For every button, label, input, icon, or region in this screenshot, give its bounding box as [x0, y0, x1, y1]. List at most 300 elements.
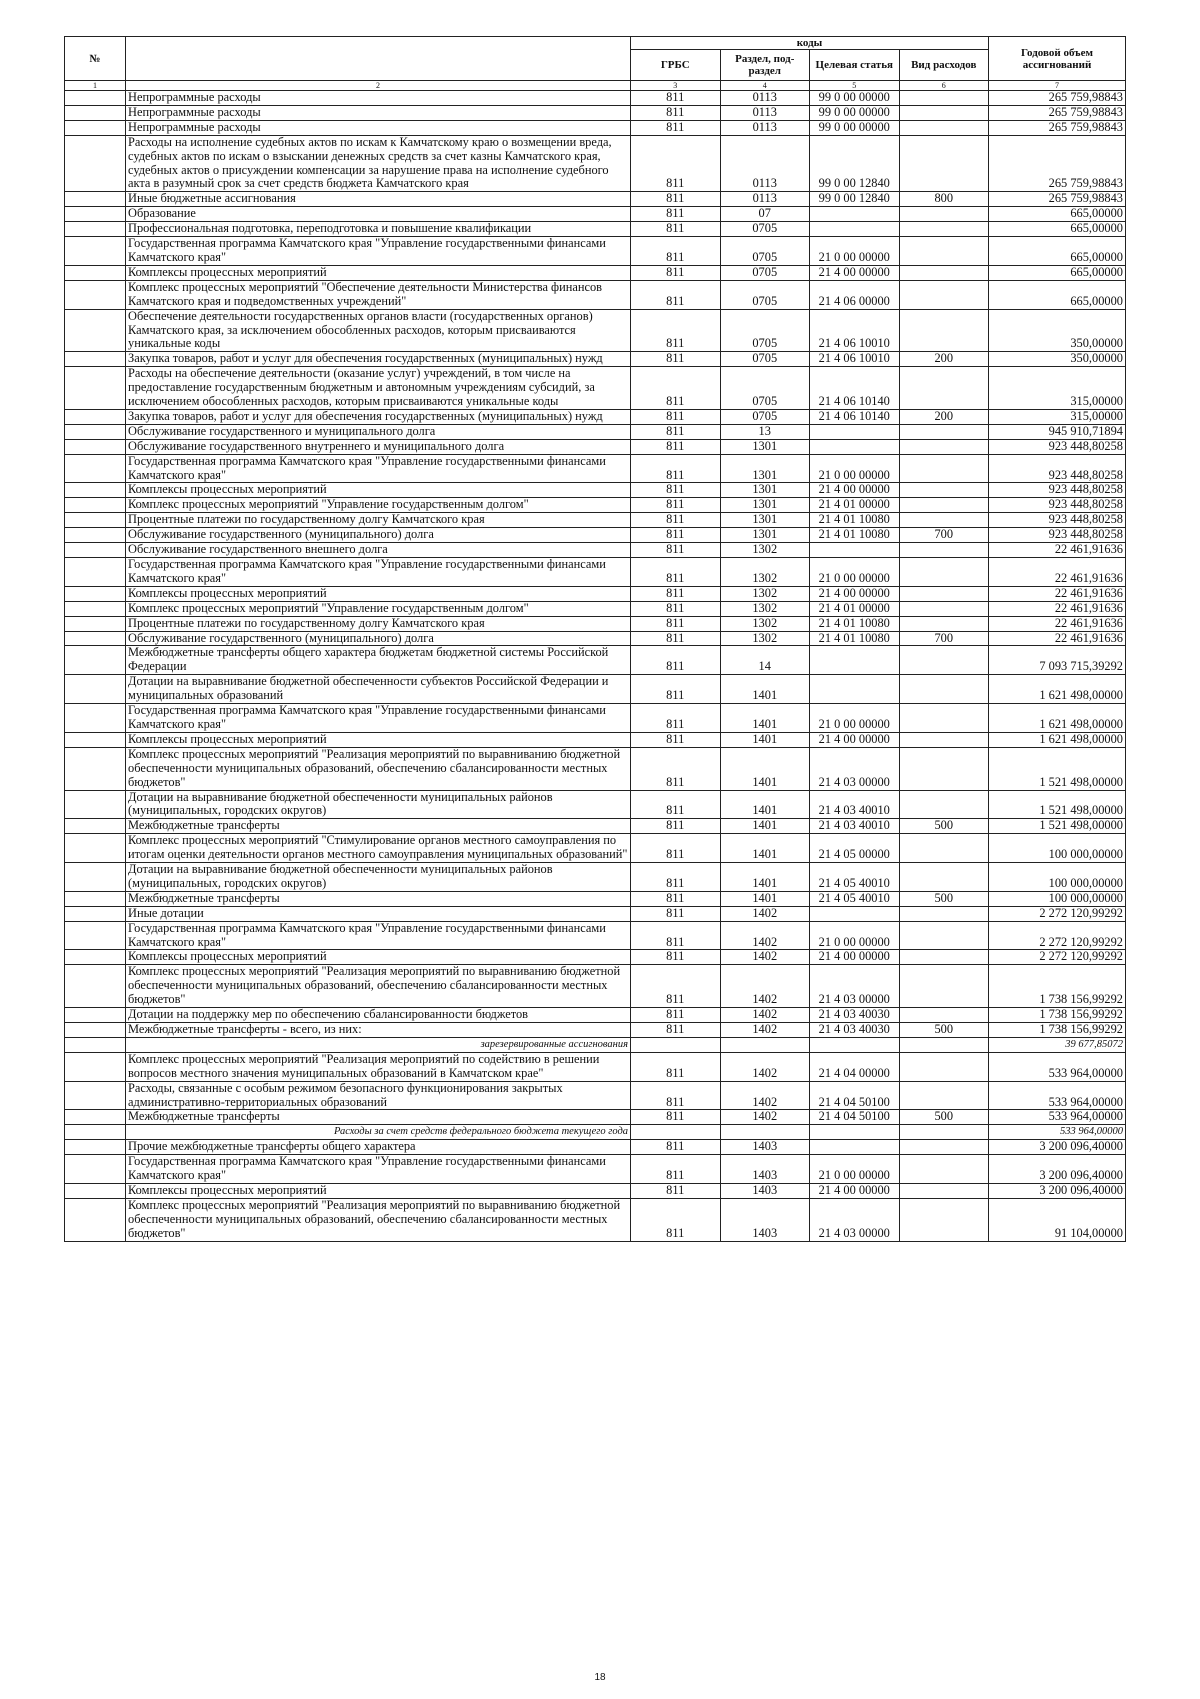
target-article-cell: 21 4 05 40010: [810, 891, 900, 906]
expense-name-cell: Комплекс процессных мероприятий "Управление государственным долгом": [126, 601, 631, 616]
annual-sum-cell: 350,00000: [989, 352, 1126, 367]
razdel-cell: [720, 1037, 810, 1052]
grbs-cell: [631, 1037, 721, 1052]
row-number-cell: [65, 732, 126, 747]
table-row: [65, 586, 1126, 601]
target-article-cell: [810, 222, 900, 237]
razdel-cell: 1301: [720, 483, 810, 498]
grbs-cell: 811: [631, 192, 721, 207]
target-article-cell: 21 0 00 00000: [810, 921, 900, 950]
annual-sum-cell: 923 448,80258: [989, 498, 1126, 513]
target-article-cell: 21 4 04 00000: [810, 1052, 900, 1081]
row-number-cell: [65, 965, 126, 1008]
table-row: [65, 454, 1126, 483]
grbs-cell: 811: [631, 222, 721, 237]
razdel-cell: 1401: [720, 891, 810, 906]
annual-sum-cell: 665,00000: [989, 265, 1126, 280]
annual-sum-cell: 665,00000: [989, 222, 1126, 237]
expense-name-cell: Государственная программа Камчатского края "Управление государственными финансами Камчатского края": [126, 704, 631, 733]
razdel-cell: 0113: [720, 120, 810, 135]
razdel-cell: 0113: [720, 192, 810, 207]
expense-type-cell: 500: [899, 819, 989, 834]
target-article-cell: 99 0 00 00000: [810, 105, 900, 120]
grbs-cell: 811: [631, 1081, 721, 1110]
expense-type-cell: [899, 222, 989, 237]
row-number-cell: [65, 790, 126, 819]
target-article-cell: [810, 424, 900, 439]
grbs-cell: 811: [631, 790, 721, 819]
razdel-cell: 1301: [720, 528, 810, 543]
expense-type-cell: [899, 91, 989, 106]
table-row: [65, 439, 1126, 454]
expense-name-cell: Обслуживание государственного внешнего долга: [126, 543, 631, 558]
expense-name-cell: Государственная программа Камчатского края "Управление государственными финансами Камчатского края": [126, 921, 631, 950]
razdel-cell: 1402: [720, 1110, 810, 1125]
annual-sum-cell: 2 272 120,99292: [989, 950, 1126, 965]
table-row: [65, 237, 1126, 266]
annual-sum-cell: 1 621 498,00000: [989, 675, 1126, 704]
expense-name-cell: Комплексы процессных мероприятий: [126, 586, 631, 601]
row-number-cell: [65, 222, 126, 237]
razdel-cell: 1401: [720, 790, 810, 819]
annual-sum-cell: 945 910,71894: [989, 424, 1126, 439]
expense-name-cell: Комплексы процессных мероприятий: [126, 483, 631, 498]
row-number-cell: [65, 192, 126, 207]
annual-sum-cell: 533 964,00000: [989, 1052, 1126, 1081]
table-row: [65, 790, 1126, 819]
row-number-cell: [65, 498, 126, 513]
grbs-cell: 811: [631, 237, 721, 266]
annual-sum-cell: 533 964,00000: [989, 1081, 1126, 1110]
table-row: [65, 528, 1126, 543]
target-article-cell: 21 4 03 40030: [810, 1008, 900, 1023]
expense-type-cell: [899, 965, 989, 1008]
target-article-cell: [810, 906, 900, 921]
razdel-cell: 0705: [720, 237, 810, 266]
razdel-cell: 1302: [720, 586, 810, 601]
grbs-cell: 811: [631, 558, 721, 587]
header-name: [126, 37, 631, 81]
razdel-cell: 1402: [720, 1052, 810, 1081]
razdel-cell: 0705: [720, 280, 810, 309]
grbs-cell: 811: [631, 1183, 721, 1198]
row-number-cell: [65, 819, 126, 834]
row-number-cell: [65, 558, 126, 587]
table-row: [65, 616, 1126, 631]
expense-type-cell: [899, 543, 989, 558]
grbs-cell: 811: [631, 1110, 721, 1125]
annual-sum-cell: 665,00000: [989, 237, 1126, 266]
budget-table-page: [64, 36, 1126, 1242]
table-row: [65, 1110, 1126, 1125]
annual-sum-cell: 923 448,80258: [989, 513, 1126, 528]
razdel-cell: 0113: [720, 105, 810, 120]
razdel-cell: 13: [720, 424, 810, 439]
annual-sum-cell: 265 759,98843: [989, 120, 1126, 135]
annual-sum-cell: 39 677,85072: [989, 1037, 1126, 1052]
razdel-cell: 1401: [720, 747, 810, 790]
table-row: [65, 950, 1126, 965]
expense-type-cell: [899, 207, 989, 222]
target-article-cell: 21 4 03 40030: [810, 1023, 900, 1038]
annual-sum-cell: 22 461,91636: [989, 558, 1126, 587]
expense-name-cell: Дотации на поддержку мер по обеспечению сбалансированности бюджетов: [126, 1008, 631, 1023]
table-row: [65, 309, 1126, 352]
table-row: [65, 409, 1126, 424]
grbs-cell: 811: [631, 105, 721, 120]
expense-name-cell: Комплекс процессных мероприятий "Реализация мероприятий по содействию в решении вопросов местного значения муниципальных образований в Камчатском крае": [126, 1052, 631, 1081]
expense-name-cell: Комплекс процессных мероприятий "Стимулирование органов местного самоуправления по итогам оценки деятельности органов местного самоуправления муниципальных образований": [126, 834, 631, 863]
target-article-cell: 21 4 04 50100: [810, 1110, 900, 1125]
razdel-cell: 0113: [720, 135, 810, 192]
expense-type-cell: [899, 704, 989, 733]
table-row: [65, 631, 1126, 646]
expense-type-cell: [899, 1198, 989, 1241]
row-number-cell: [65, 135, 126, 192]
table-row: [65, 732, 1126, 747]
expense-type-cell: [899, 1125, 989, 1140]
annual-sum-cell: 1 521 498,00000: [989, 747, 1126, 790]
expense-name-cell: Образование: [126, 207, 631, 222]
grbs-cell: 811: [631, 352, 721, 367]
target-article-cell: [810, 675, 900, 704]
table-row: [65, 207, 1126, 222]
table-row: [65, 1008, 1126, 1023]
header-number: №: [65, 37, 126, 81]
razdel-cell: 1402: [720, 921, 810, 950]
grbs-cell: 811: [631, 528, 721, 543]
target-article-cell: 21 4 00 00000: [810, 586, 900, 601]
target-article-cell: 21 0 00 00000: [810, 237, 900, 266]
expense-type-cell: [899, 586, 989, 601]
table-row: [65, 483, 1126, 498]
target-article-cell: 21 4 01 10080: [810, 616, 900, 631]
expense-type-cell: [899, 558, 989, 587]
grbs-cell: 811: [631, 921, 721, 950]
expense-type-cell: 700: [899, 631, 989, 646]
expense-name-cell: Государственная программа Камчатского края "Управление государственными финансами Камчатского края": [126, 558, 631, 587]
expense-name-cell: Расходы на исполнение судебных актов по искам к Камчатскому краю о возмещении вреда, судебных актов по искам о взыскании денежных средств за счет казны Камчатского края, судебных актов о присуждении компенсации за нарушение права на исполнение судебного акта в разумный срок за счет средств бюджета Камчатского края: [126, 135, 631, 192]
grbs-cell: 811: [631, 834, 721, 863]
row-number-cell: [65, 105, 126, 120]
expense-type-cell: [899, 921, 989, 950]
table-row: [65, 675, 1126, 704]
expense-type-cell: [899, 747, 989, 790]
grbs-cell: 811: [631, 950, 721, 965]
row-number-cell: [65, 1110, 126, 1125]
razdel-cell: 0705: [720, 309, 810, 352]
expense-name-cell: Расходы за счет средств федерального бюджета текущего года: [126, 1125, 631, 1140]
expense-type-cell: [899, 105, 989, 120]
expense-name-cell: Обслуживание государственного внутреннего и муниципального долга: [126, 439, 631, 454]
expense-type-cell: [899, 483, 989, 498]
annual-sum-cell: 265 759,98843: [989, 91, 1126, 106]
target-article-cell: 21 4 05 40010: [810, 863, 900, 892]
annual-sum-cell: 3 200 096,40000: [989, 1183, 1126, 1198]
target-article-cell: 21 4 01 10080: [810, 513, 900, 528]
annual-sum-cell: 665,00000: [989, 207, 1126, 222]
table-row: [65, 352, 1126, 367]
row-number-cell: [65, 921, 126, 950]
table-row: [65, 558, 1126, 587]
expense-type-cell: [899, 1155, 989, 1184]
table-row: [65, 834, 1126, 863]
target-article-cell: [810, 1125, 900, 1140]
grbs-cell: 811: [631, 409, 721, 424]
annual-sum-cell: 265 759,98843: [989, 192, 1126, 207]
expense-type-cell: 700: [899, 528, 989, 543]
expense-name-cell: Межбюджетные трансферты: [126, 1110, 631, 1125]
table-row: [65, 367, 1126, 410]
expense-name-cell: Комплекс процессных мероприятий "Реализация мероприятий по выравниванию бюджетной обеспеченности муниципальных образований, обеспечению сбалансированности местных бюджетов": [126, 1198, 631, 1241]
grbs-cell: 811: [631, 439, 721, 454]
grbs-cell: 811: [631, 543, 721, 558]
razdel-cell: 1403: [720, 1155, 810, 1184]
grbs-cell: 811: [631, 586, 721, 601]
grbs-cell: 811: [631, 863, 721, 892]
expense-type-cell: [899, 646, 989, 675]
expense-name-cell: зарезервированные ассигнования: [126, 1037, 631, 1052]
row-number-cell: [65, 863, 126, 892]
target-article-cell: 21 0 00 00000: [810, 558, 900, 587]
expense-name-cell: Дотации на выравнивание бюджетной обеспеченности муниципальных районов (муниципальных, городских округов): [126, 790, 631, 819]
annual-sum-cell: 1 521 498,00000: [989, 790, 1126, 819]
expense-name-cell: Обслуживание государственного и муниципального долга: [126, 424, 631, 439]
target-article-cell: 21 4 03 00000: [810, 965, 900, 1008]
expense-name-cell: Расходы, связанные с особым режимом безопасного функционирования закрытых административно-территориальных образований: [126, 1081, 631, 1110]
razdel-cell: 1402: [720, 1081, 810, 1110]
razdel-cell: 1302: [720, 616, 810, 631]
target-article-cell: 21 4 03 40010: [810, 819, 900, 834]
expense-type-cell: [899, 863, 989, 892]
expense-type-cell: [899, 120, 989, 135]
grbs-cell: 811: [631, 91, 721, 106]
grbs-cell: 811: [631, 747, 721, 790]
row-number-cell: [65, 439, 126, 454]
table-row: [65, 513, 1126, 528]
grbs-cell: 811: [631, 965, 721, 1008]
razdel-cell: [720, 1125, 810, 1140]
razdel-cell: 1302: [720, 601, 810, 616]
table-row: [65, 135, 1126, 192]
grbs-cell: 811: [631, 616, 721, 631]
target-article-cell: 99 0 00 00000: [810, 91, 900, 106]
annual-sum-cell: 3 200 096,40000: [989, 1155, 1126, 1184]
col-num-3: 3: [631, 81, 721, 91]
annual-sum-cell: 91 104,00000: [989, 1198, 1126, 1241]
target-article-cell: [810, 207, 900, 222]
expense-name-cell: Иные дотации: [126, 906, 631, 921]
target-article-cell: 21 4 06 10140: [810, 409, 900, 424]
expense-name-cell: Межбюджетные трансферты: [126, 819, 631, 834]
annual-sum-cell: 1 738 156,99292: [989, 1023, 1126, 1038]
grbs-cell: 811: [631, 704, 721, 733]
table-row: [65, 704, 1126, 733]
row-number-cell: [65, 237, 126, 266]
table-row: [65, 863, 1126, 892]
row-number-cell: [65, 543, 126, 558]
target-article-cell: 21 4 06 00000: [810, 280, 900, 309]
grbs-cell: 811: [631, 732, 721, 747]
target-article-cell: 21 4 03 00000: [810, 1198, 900, 1241]
row-number-cell: [65, 1155, 126, 1184]
grbs-cell: 811: [631, 1023, 721, 1038]
target-article-cell: 21 0 00 00000: [810, 704, 900, 733]
expense-type-cell: 200: [899, 352, 989, 367]
expense-name-cell: Закупка товаров, работ и услуг для обеспечения государственных (муниципальных) нужд: [126, 352, 631, 367]
grbs-cell: 811: [631, 1008, 721, 1023]
row-number-cell: [65, 891, 126, 906]
row-number-cell: [65, 120, 126, 135]
col-num-4: 4: [720, 81, 810, 91]
expense-name-cell: Комплексы процессных мероприятий: [126, 950, 631, 965]
grbs-cell: 811: [631, 646, 721, 675]
target-article-cell: 99 0 00 12840: [810, 135, 900, 192]
razdel-cell: 1302: [720, 558, 810, 587]
header-annual-sum: Годовой объем ассигнований: [989, 37, 1126, 81]
razdel-cell: 14: [720, 646, 810, 675]
table-row: [65, 192, 1126, 207]
header-razdel: Раздел, под-раздел: [720, 50, 810, 81]
grbs-cell: [631, 1125, 721, 1140]
col-num-2: 2: [126, 81, 631, 91]
annual-sum-cell: 265 759,98843: [989, 105, 1126, 120]
expense-type-cell: [899, 906, 989, 921]
razdel-cell: 1401: [720, 675, 810, 704]
col-num-1: 1: [65, 81, 126, 91]
table-row: [65, 1052, 1126, 1081]
expense-type-cell: [899, 513, 989, 528]
annual-sum-cell: 923 448,80258: [989, 483, 1126, 498]
col-num-5: 5: [810, 81, 900, 91]
row-number-cell: [65, 646, 126, 675]
grbs-cell: 811: [631, 309, 721, 352]
annual-sum-cell: 7 093 715,39292: [989, 646, 1126, 675]
expense-name-cell: Комплексы процессных мероприятий: [126, 1183, 631, 1198]
table-row: [65, 1140, 1126, 1155]
row-number-cell: [65, 601, 126, 616]
annual-sum-cell: 533 964,00000: [989, 1110, 1126, 1125]
razdel-cell: 1401: [720, 834, 810, 863]
row-number-cell: [65, 352, 126, 367]
grbs-cell: 811: [631, 454, 721, 483]
row-number-cell: [65, 91, 126, 106]
expense-type-cell: 200: [899, 409, 989, 424]
header-expense-type: Вид расходов: [899, 50, 989, 81]
table-row: [65, 1081, 1126, 1110]
razdel-cell: 1401: [720, 732, 810, 747]
row-number-cell: [65, 513, 126, 528]
annual-sum-cell: 1 738 156,99292: [989, 1008, 1126, 1023]
razdel-cell: 1403: [720, 1140, 810, 1155]
grbs-cell: 811: [631, 367, 721, 410]
table-row: [65, 1183, 1126, 1198]
row-number-cell: [65, 1008, 126, 1023]
annual-sum-cell: 100 000,00000: [989, 891, 1126, 906]
expense-type-cell: [899, 280, 989, 309]
expense-type-cell: 500: [899, 1110, 989, 1125]
razdel-cell: 1402: [720, 1008, 810, 1023]
table-note-row: [65, 1037, 1126, 1052]
expense-type-cell: [899, 790, 989, 819]
expense-type-cell: [899, 135, 989, 192]
expense-type-cell: [899, 309, 989, 352]
expense-name-cell: Обслуживание государственного (муниципального) долга: [126, 631, 631, 646]
target-article-cell: 21 4 03 40010: [810, 790, 900, 819]
target-article-cell: 21 4 01 10080: [810, 631, 900, 646]
table-row: [65, 747, 1126, 790]
row-number-cell: [65, 280, 126, 309]
target-article-cell: 99 0 00 00000: [810, 120, 900, 135]
row-number-cell: [65, 454, 126, 483]
column-numbers-row: [65, 81, 1126, 91]
expense-type-cell: 800: [899, 192, 989, 207]
table-row: [65, 105, 1126, 120]
grbs-cell: 811: [631, 1140, 721, 1155]
annual-sum-cell: 22 461,91636: [989, 543, 1126, 558]
annual-sum-cell: 2 272 120,99292: [989, 906, 1126, 921]
grbs-cell: 811: [631, 819, 721, 834]
expense-type-cell: [899, 834, 989, 863]
target-article-cell: 21 4 06 10140: [810, 367, 900, 410]
grbs-cell: 811: [631, 135, 721, 192]
target-article-cell: [810, 543, 900, 558]
grbs-cell: 811: [631, 265, 721, 280]
expense-name-cell: Государственная программа Камчатского края "Управление государственными финансами Камчатского края": [126, 1155, 631, 1184]
expense-type-cell: [899, 1052, 989, 1081]
razdel-cell: 1301: [720, 513, 810, 528]
razdel-cell: 07: [720, 207, 810, 222]
table-row: [65, 646, 1126, 675]
target-article-cell: 21 4 06 10010: [810, 352, 900, 367]
grbs-cell: 811: [631, 906, 721, 921]
annual-sum-cell: 100 000,00000: [989, 863, 1126, 892]
expense-type-cell: [899, 732, 989, 747]
expense-type-cell: [899, 498, 989, 513]
expense-type-cell: [899, 454, 989, 483]
expense-type-cell: [899, 424, 989, 439]
grbs-cell: 811: [631, 1052, 721, 1081]
table-row: [65, 498, 1126, 513]
razdel-cell: 1301: [720, 498, 810, 513]
target-article-cell: 21 4 01 00000: [810, 498, 900, 513]
expense-type-cell: [899, 1140, 989, 1155]
row-number-cell: [65, 409, 126, 424]
table-row: [65, 1198, 1126, 1241]
grbs-cell: 811: [631, 675, 721, 704]
table-row: [65, 120, 1126, 135]
expense-type-cell: [899, 1081, 989, 1110]
expense-name-cell: Расходы на обеспечение деятельности (оказание услуг) учреждений, в том числе на предоставление государственным бюджетным и автономным учреждениям субсидий, за исключением обособленных расходов, которым присваиваются уникальные коды: [126, 367, 631, 410]
expense-name-cell: Профессиональная подготовка, переподготовка и повышение квалификации: [126, 222, 631, 237]
row-number-cell: [65, 1037, 126, 1052]
expense-name-cell: Комплекс процессных мероприятий "Реализация мероприятий по выравниванию бюджетной обеспеченности муниципальных образований, обеспечению сбалансированности местных бюджетов": [126, 965, 631, 1008]
expense-name-cell: Обслуживание государственного (муниципального) долга: [126, 528, 631, 543]
expense-type-cell: [899, 237, 989, 266]
razdel-cell: 1402: [720, 950, 810, 965]
row-number-cell: [65, 265, 126, 280]
razdel-cell: 1401: [720, 704, 810, 733]
target-article-cell: 21 0 00 00000: [810, 1155, 900, 1184]
annual-sum-cell: 533 964,00000: [989, 1125, 1126, 1140]
expense-name-cell: Государственная программа Камчатского края "Управление государственными финансами Камчатского края": [126, 454, 631, 483]
grbs-cell: 811: [631, 1155, 721, 1184]
table-row: [65, 91, 1126, 106]
annual-sum-cell: 265 759,98843: [989, 135, 1126, 192]
expense-name-cell: Комплексы процессных мероприятий: [126, 732, 631, 747]
annual-sum-cell: 1 521 498,00000: [989, 819, 1126, 834]
target-article-cell: 21 4 00 00000: [810, 483, 900, 498]
